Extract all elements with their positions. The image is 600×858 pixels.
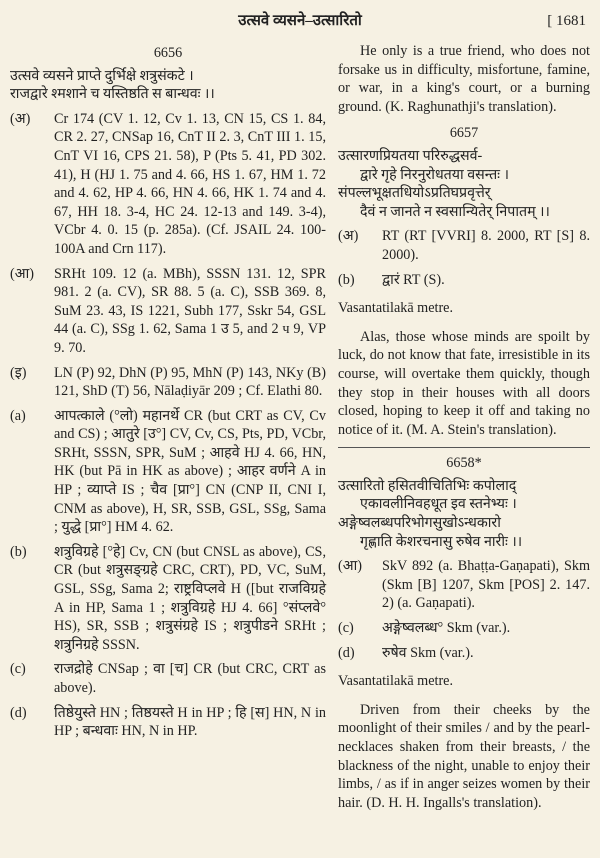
verse-number: 6656 bbox=[153, 45, 183, 61]
verse-line: उत्सारणप्रियतया परिरुद्धसर्व- bbox=[338, 147, 483, 164]
entry-label: (b) bbox=[10, 543, 27, 560]
translation: Driven from their cheeks by the moonlight of their smiles / and by the pearl-necklaces shaken from their breasts, / the blackness of the night, unable to enjoy their limbs, / as if in anger seizes women by their hair. (D. H. H. Ingalls's translation). bbox=[338, 701, 590, 811]
entry-text: SRHt 109. 12 (a. MBh), SSSN 131. 12, SPR 981. 2 (a. CV), SR 88. 5 (a. C), SSB 369. 8, SuM 23. 43, IS 1221, Subh 177, Sskr 54, GSL 44 (a. C), SSg 1. 62, Sama 1 उ 5, and 2 ч 9, VP 9. 70. bbox=[54, 265, 326, 356]
apparatus-entry bbox=[10, 704, 326, 741]
entry-label: (आ) bbox=[338, 558, 362, 575]
translation: He only is a true friend, who does not forsake us in difficulty, misfortune, famine, or war, in a king's court, or a burning ground. (K. Raghunathji's translation). bbox=[338, 43, 590, 115]
meter-note: Vasantatilakā metre. bbox=[338, 673, 454, 690]
apparatus-entry bbox=[338, 644, 590, 663]
verse-line: उत्सवे व्यसने प्राप्ते दुर्भिक्षे शत्रुसंकटे । bbox=[10, 67, 194, 84]
verse-line: गृह्णाति केशरचनासु रुषेव नारीः ।। bbox=[360, 533, 523, 550]
meter-note: Vasantatilakā metre. bbox=[338, 300, 454, 317]
apparatus-entry bbox=[338, 619, 590, 638]
entry-text: RT (RT [VVRI] 8. 2000, RT [S] 8. 2000). bbox=[382, 228, 590, 263]
page-number: [ 1681 bbox=[547, 13, 586, 29]
verse-line: एकावलीनिवहधूत इव स्तनेभ्यः । bbox=[360, 496, 517, 513]
entry-text: शत्रुविग्रहे [°हे] Cv, CN (but CNSL as above), CS, CR (but शत्रुसङ्ग्रहे CRC, CRT), PD, VC, SuM, GSL, SSg, Sama 2; राष्ट्रविप्लवे H ([but राजविग्रहे A in HP, Sama 1 ; शत्रुविग्रहे HJ 4. 66] °संप्लवे° HS), SR, SSB ; शत्रुसंग्रहे IS ; शत्रुपीडने SRHt ; शत्रुनिग्रहे SSSN. bbox=[54, 543, 326, 653]
entry-text: तिष्ठेयुस्ते HN ; तिष्ठयस्ते H in HP ; हि [स] HN, N in HP ; बन्धवाः HN, N in HP. bbox=[54, 704, 326, 740]
translation: Alas, those whose minds are spoilt by luck, do not know that fate, irresistible in its course, will overtake them quickly, though they stop in their houses with all doors closed, hoping to keep it off and taking no notice of it. (M. A. Stein's translation). bbox=[338, 328, 590, 438]
entry-label: (a) bbox=[10, 407, 26, 424]
verse-line: उत्सारितो हसितवीचितिभिः कपोलाद् bbox=[338, 477, 517, 494]
entry-text: द्वारं RT (S). bbox=[382, 271, 445, 288]
divider bbox=[338, 447, 590, 448]
entry-label: (c) bbox=[10, 661, 26, 678]
apparatus-entry bbox=[338, 271, 590, 290]
entry-text: अङ्गेष्वलब्ध° Skm (var.). bbox=[382, 620, 511, 637]
right-column bbox=[338, 42, 590, 812]
left-column bbox=[10, 42, 326, 741]
apparatus-entry bbox=[338, 227, 590, 264]
apparatus-entry bbox=[10, 543, 326, 655]
apparatus-entry bbox=[10, 660, 326, 697]
verse-line: द्वारे गृहे निरनुरोधतया वसन्तः । bbox=[360, 166, 509, 183]
verse-number: 6657 bbox=[449, 125, 479, 142]
entry-label: (इ) bbox=[10, 364, 27, 381]
apparatus-entry bbox=[338, 557, 590, 613]
apparatus-entry bbox=[10, 364, 326, 401]
entry-label: (c) bbox=[338, 620, 354, 637]
verse-number: 6658* bbox=[446, 455, 482, 472]
verse-line: राजद्वारे श्मशाने च यस्तिष्ठति स बान्धवः ।। bbox=[10, 86, 215, 103]
apparatus-entry bbox=[10, 110, 326, 259]
verse-line: अङ्गेष्वलब्धपरिभोगसुखोऽन्धकारो bbox=[338, 515, 501, 532]
entry-text: LN (P) 92, DhN (P) 95, MhN (P) 143, NKy (B) 121, ShD (T) 56, Nālaḍiyār 209 ; Cf. Elathi 80. bbox=[54, 364, 326, 400]
page-header bbox=[0, 12, 600, 34]
entry-text: SkV 892 (a. Bhaṭṭa-Gaṇapati), Skm (Skm [B] 1207, Skm [POS] 2. 147. 2) (a. Gaṇapati). bbox=[382, 558, 590, 612]
entry-label: (b) bbox=[338, 271, 355, 288]
running-head: उत्सवे व्यसने–उत्सारितो bbox=[238, 13, 362, 29]
verse-line: संपल्लभूक्षतधियोऽप्रतिघप्रवृत्तेर् bbox=[338, 185, 491, 202]
entry-label: (आ) bbox=[10, 265, 34, 282]
entry-label: (d) bbox=[338, 644, 355, 661]
apparatus-entry bbox=[10, 265, 326, 358]
apparatus-entry bbox=[10, 407, 326, 537]
entry-text: राजद्रोहे CNSap ; वा [च] CR (but CRC, CRT as above). bbox=[54, 661, 326, 696]
entry-text: Cr 174 (CV 1. 12, Cv 1. 13, CN 15, CS 1. 84, CR 2. 27, CNSap 16, CnT II 2. 3, CnT III 1. 15, CnT VI 16, CPS 21. 58), P (Pts 5. 41, PD 302. 41), H (HJ 1. 75 and 4. 66, HS 1. 67, HM 1. 72 and 4. 62, HP 4. 66, HN 4. 66, HK 1. 74 and 4. 67, HH 18. 3-4, HC 24. 12-13 and 149. 3-4), VCbr 4. 0. 15 (p. 285a). (Cf. JSAIL 24. 100-100A and Crn 117). bbox=[54, 110, 326, 257]
entry-label: (अ) bbox=[338, 228, 359, 245]
entry-text: रुषेव Skm (var.). bbox=[382, 644, 474, 661]
entry-text: आपत्काले (°लो) महानर्थे CR (but CRT as CV, Cv and CS) ; आतुरे [उ°] CV, Cv, CS, Pts, PD, VCbr, SRHt, SSSN, SPR, SuM ; आहवे HJ 4. 66, HN, HK (but Pā in HK as above) ; आहर वर्णने A in HP ; व्याप्ते IS ; चैव [प्रा°] CN (CNP II, CNI I, CNM as above), H, SR, SSB, GSL, SSg, Sama ; युद्धे [प्रा°] HM 4. 62. bbox=[54, 407, 326, 536]
verse-line: दैवं न जानते न स्वसान्यितेर् निपातम् ।। bbox=[360, 203, 550, 220]
entry-label: (d) bbox=[10, 704, 27, 721]
entry-label: (अ) bbox=[10, 110, 31, 127]
